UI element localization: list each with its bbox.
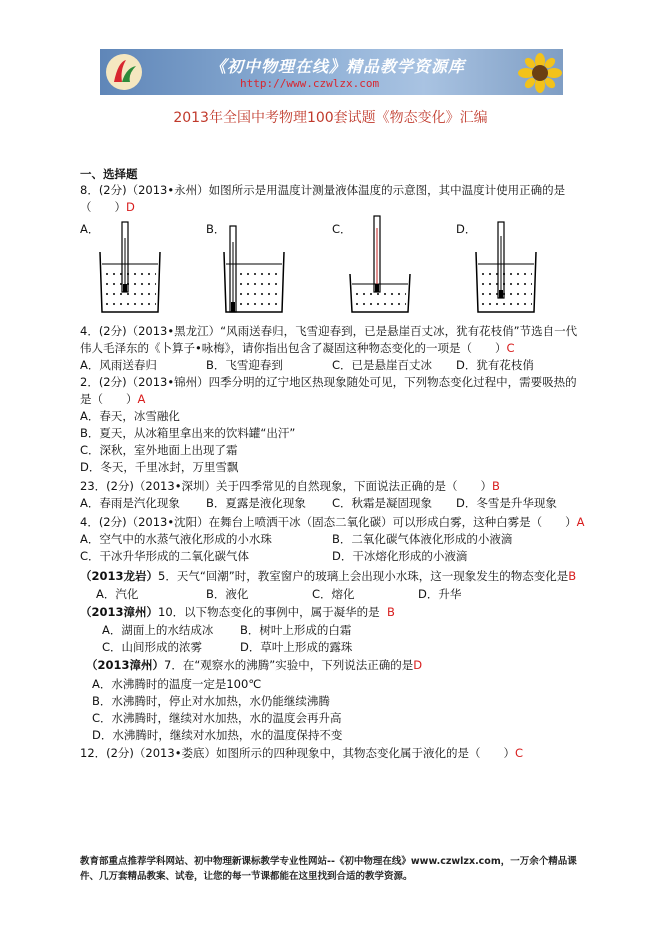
q8-answer: D xyxy=(126,200,135,214)
q7-answer: D xyxy=(413,658,423,672)
q23-line1 xyxy=(80,478,500,494)
q2-opt-a: A．春天，冰雪融化 xyxy=(80,409,180,423)
beaker-figure-c xyxy=(348,214,412,314)
q4a-line2-text: 伟人毛泽东的《卜算子•咏梅》，请你指出包含了凝固这种物态变化的一项是（ ） xyxy=(80,341,507,355)
q7-opt-c: C．水沸腾时，继续对水加热，水的温度会再升高 xyxy=(92,711,342,725)
q4a-line2 xyxy=(80,340,515,356)
q23-answer: B xyxy=(491,479,500,493)
q2-line1: 2．(2分)（2013•锦州）四季分明的辽宁地区热现象随处可见，下列物态变化过程中，需要吸热的 xyxy=(80,375,577,389)
q8-option-d-label: D． xyxy=(456,222,477,236)
q23-opt-c: C．秋霜是凝固现象 xyxy=(332,496,433,510)
beaker-figure-d xyxy=(474,218,538,314)
q4a-opt-c: C．已是悬崖百丈冰 xyxy=(332,358,433,372)
q5-opt-b: B．液化 xyxy=(206,587,249,601)
q4a-opt-a: A．风雨送春归 xyxy=(80,358,157,372)
q2-answer: A xyxy=(137,392,146,406)
q5-tag: （2013龙岩） xyxy=(80,569,159,583)
q10-tag: （2013漳州） xyxy=(80,605,159,619)
q23-opt-b: B．夏露是液化现象 xyxy=(206,496,306,510)
q4a-line1: 4．(2分)（2013•黑龙江）“风雨送春归，飞雪迎春到，已是悬崖百丈冰，犹有花枝俏”节选自一代 xyxy=(80,324,578,338)
q5-opt-c: C．熔化 xyxy=(312,587,355,601)
q8-option-b-label: B． xyxy=(206,222,226,236)
q5-text: 5．天气“回潮”时，教室窗户的玻璃上会出现小水珠，这一现象发生的物态变化是 xyxy=(158,569,569,583)
q7-opt-b: B．水沸腾时，停止对水加热，水仍能继续沸腾 xyxy=(92,694,330,708)
q8-blank: （ ） xyxy=(80,200,126,214)
q10-line xyxy=(80,604,395,620)
q4b-answer: A xyxy=(576,515,585,529)
q4b-opt-b: B．二氧化碳气体液化形成的小液滴 xyxy=(332,532,513,546)
q7-tag: （2013漳州） xyxy=(86,658,165,672)
q5-opt-d: D．升华 xyxy=(418,587,462,601)
site-logo-icon xyxy=(104,52,144,92)
q23-line1-text: 23．(2分)（2013•深圳）关于四季常见的自然现象，下面说法正确的是（ ） xyxy=(80,479,492,493)
sunflower-icon xyxy=(518,53,562,93)
q2-opt-b: B．夏天，从冰箱里拿出来的饮料罐“出汗” xyxy=(80,426,296,440)
q10-opt-c: C．山间形成的浓雾 xyxy=(102,640,203,654)
q4a-answer: C xyxy=(506,341,515,355)
q8-option-a-label: A． xyxy=(80,222,100,236)
q4a-opt-d: D．犹有花枝俏 xyxy=(456,358,534,372)
beaker-figure-b xyxy=(222,218,286,314)
section-heading: 一、选择题 xyxy=(80,167,138,181)
q8-line1: 8．(2分)（2013•永州）如图所示是用温度计测量液体温度的示意图，其中温度计使用正确的是 xyxy=(80,183,566,197)
q10-opt-d: D．草叶上形成的露珠 xyxy=(240,640,353,654)
header-banner xyxy=(100,49,563,95)
q2-line2 xyxy=(80,391,145,407)
q23-opt-d: D．冬雪是升华现象 xyxy=(456,496,557,510)
q4b-opt-c: C．干冰升华形成的二氧化碳气体 xyxy=(80,549,250,563)
q12-text: 12．(2分)（2013•娄底）如图所示的四种现象中，其物态变化属于液化的是（ ） xyxy=(80,746,515,760)
q4b-opt-d: D．干冰熔化形成的小液滴 xyxy=(332,549,468,563)
beaker-figure-a xyxy=(98,218,162,314)
q4b-line1 xyxy=(80,514,585,530)
footer-line2: 件、几万套精品教案、试卷，让您的每一节课都能在这里找到合适的教学资源。 xyxy=(80,871,413,882)
q10-opt-b: B．树叶上形成的白霜 xyxy=(240,623,352,637)
q10-text: 10．以下物态变化的事例中，属于凝华的是 xyxy=(158,605,380,619)
q2-line2-text: 是（ ） xyxy=(80,392,138,406)
q5-line xyxy=(80,568,576,584)
q7-text: 7．在“观察水的沸腾”实验中，下列说法正确的是 xyxy=(164,658,414,672)
q12-answer: C xyxy=(514,746,524,760)
q5-answer: B xyxy=(568,569,577,583)
q10-opt-a: A．湖面上的水结成冰 xyxy=(102,623,214,637)
q4b-line1-text: 4．(2分)（2013•沈阳）在舞台上喷洒干冰（固态二氧化碳）可以形成白雾，这种白雾是（ ） xyxy=(80,515,577,529)
q7-opt-d: D．水沸腾时，继续对水加热，水的温度保持不变 xyxy=(92,728,343,742)
q10-answer: B xyxy=(386,605,395,619)
q7-line xyxy=(86,657,422,673)
q23-opt-a: A．春雨是汽化现象 xyxy=(80,496,180,510)
footer-note xyxy=(80,854,600,884)
banner-url[interactable]: http://www.czwlzx.com xyxy=(240,77,380,90)
footer-line1: 教育部重点推荐学科网站、初中物理新课标教学专业性网站--《初中物理在线》www.czwlzx.com，一万余个精品课 xyxy=(80,856,577,867)
q8-line2 xyxy=(80,199,135,215)
q5-opt-a: A．汽化 xyxy=(96,587,139,601)
q2-opt-d: D．冬天，千里冰封，万里雪飘 xyxy=(80,460,239,474)
q2-opt-c: C．深秋，室外地面上出现了霜 xyxy=(80,443,238,457)
q4a-opt-b: B．飞雪迎春到 xyxy=(206,358,283,372)
banner-title: 《初中物理在线》精品教学资源库 xyxy=(210,57,466,76)
q12-line xyxy=(80,745,523,761)
q7-opt-a: A．水沸腾时的温度一定是100℃ xyxy=(92,677,262,691)
page-title: 2013年全国中考物理100套试题《物态变化》汇编 xyxy=(173,110,488,126)
q8-option-c-label: C． xyxy=(332,222,352,236)
q4b-opt-a: A．空气中的水蒸气液化形成的小水珠 xyxy=(80,532,272,546)
